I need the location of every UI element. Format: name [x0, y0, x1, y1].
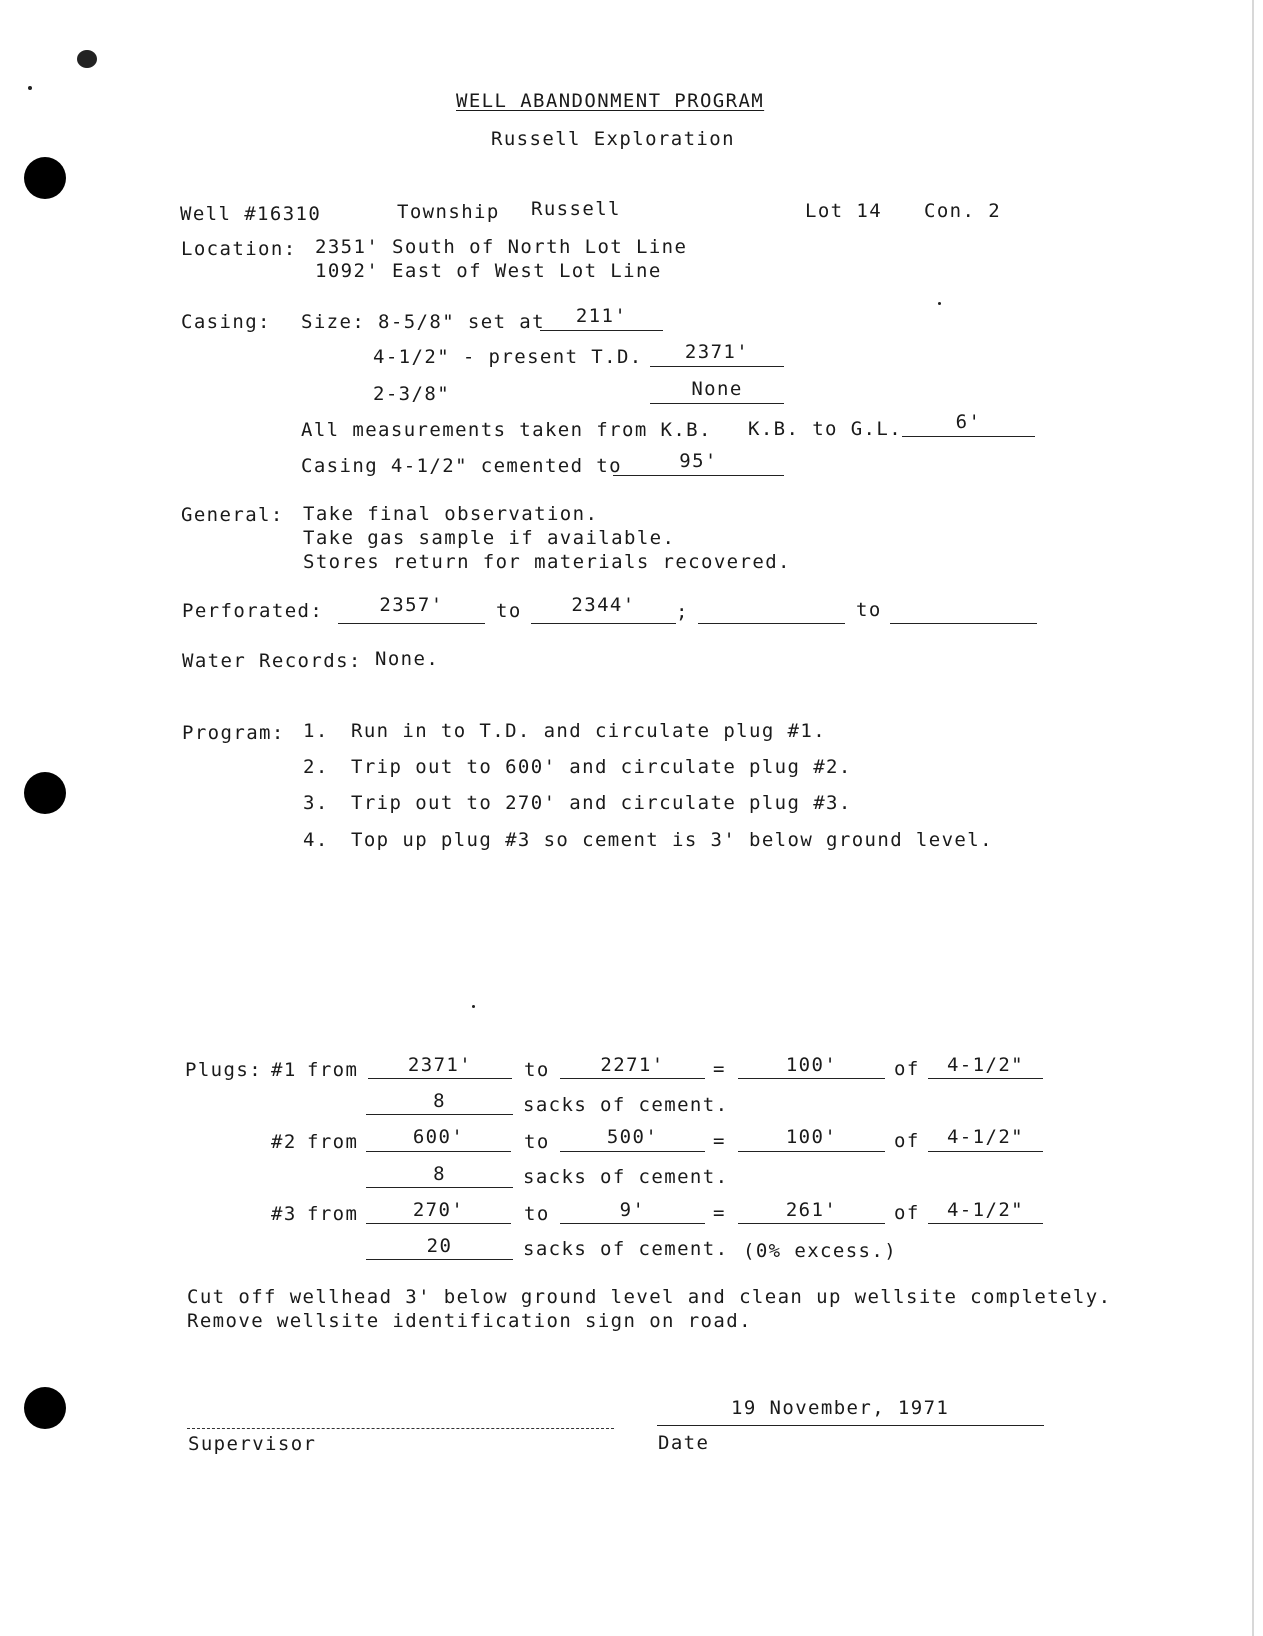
plug-to-label: to	[524, 1131, 550, 1153]
casing-td-value: 2371'	[684, 341, 750, 363]
plug-sacks-label: sacks of cement.	[523, 1238, 729, 1260]
program-step-number: 3.	[303, 792, 329, 814]
plug-casing-blank	[928, 1151, 1043, 1152]
scan-speck	[77, 50, 97, 68]
kb-gl-label: K.B. to G.L.	[748, 418, 903, 440]
supervisor-label: Supervisor	[188, 1433, 317, 1455]
location-label: Location:	[181, 238, 297, 260]
general-line-2: Take gas sample if available.	[303, 527, 676, 549]
plugs-label: Plugs:	[185, 1059, 263, 1081]
perforated-to-label-1: to	[496, 600, 522, 622]
punch-hole-top	[24, 157, 66, 199]
casing-size-text: Size: 8-5/8" set at	[301, 311, 545, 333]
program-step-text: Trip out to 270' and circulate plug #3.	[351, 792, 852, 814]
plug-from-blank	[368, 1078, 512, 1079]
closing-line-2: Remove wellsite identification sign on road.	[187, 1310, 752, 1332]
date-value: 19 November, 1971	[731, 1397, 950, 1419]
plug-to-blank	[560, 1078, 705, 1079]
page-edge	[1252, 0, 1254, 1636]
plug-from-value: 270'	[412, 1199, 465, 1221]
plug-of-label: of	[894, 1202, 920, 1224]
date-line	[657, 1425, 1044, 1426]
plug-casing-value: 4-1/2"	[946, 1054, 1025, 1076]
kb-gl-value: 6'	[955, 411, 982, 433]
perforated-label: Perforated:	[182, 600, 324, 622]
plug-to-label: to	[524, 1203, 550, 1225]
plug-length-value: 100'	[785, 1126, 838, 1148]
punch-hole-middle	[24, 772, 66, 814]
program-step-text: Trip out to 600' and circulate plug #2.	[351, 756, 852, 778]
plug-to-value: 9'	[619, 1199, 646, 1221]
cemented-text: Casing 4-1/2" cemented to	[301, 455, 622, 477]
plug-equals: =	[713, 1202, 726, 1224]
plug-sacks-label: sacks of cement.	[523, 1166, 729, 1188]
plug-from-blank	[366, 1223, 511, 1224]
plug-to-value: 500'	[606, 1126, 659, 1148]
plug-to-blank	[560, 1151, 705, 1152]
program-step-text: Top up plug #3 so cement is 3' below ground level.	[351, 829, 993, 851]
plug-from-label: from	[307, 1203, 359, 1225]
casing-small-text: 2-3/8"	[373, 383, 451, 405]
casing-td-blank	[650, 366, 784, 367]
punch-hole-bottom	[24, 1387, 66, 1429]
plug-length-blank	[738, 1223, 885, 1224]
cemented-blank	[613, 475, 784, 476]
casing-small-value: None	[691, 378, 743, 400]
plug-from-label: from	[307, 1131, 359, 1153]
casing-small-blank	[650, 403, 784, 404]
plug-sacks-blank	[366, 1114, 513, 1115]
program-label: Program:	[182, 722, 285, 744]
scan-speck	[28, 86, 32, 90]
plug-casing-blank	[928, 1223, 1043, 1224]
plug-to-label: to	[524, 1059, 550, 1081]
perforated-to-1: 2344'	[571, 594, 636, 616]
lot-label: Lot 14	[805, 200, 883, 222]
plug-length-value: 100'	[785, 1054, 838, 1076]
plug-sacks-blank	[366, 1259, 513, 1260]
plug-id: #1	[271, 1059, 297, 1081]
plug-of-label: of	[894, 1058, 920, 1080]
plug-equals: =	[713, 1058, 726, 1080]
perforated-from-2-blank	[698, 623, 845, 624]
perforated-from-1-blank	[338, 623, 485, 624]
casing-td-text: 4-1/2" - present T.D.	[373, 346, 643, 368]
township-label: Township	[397, 201, 500, 223]
well-number: Well #16310	[180, 203, 322, 225]
scan-speck	[938, 302, 941, 305]
plug-casing-blank	[928, 1078, 1043, 1079]
con-label: Con. 2	[924, 200, 1002, 222]
program-step-number: 4.	[303, 829, 329, 851]
plug-length-value: 261'	[785, 1199, 838, 1221]
plug-length-blank	[738, 1151, 885, 1152]
plug-from-blank	[366, 1151, 511, 1152]
general-label: General:	[181, 504, 284, 526]
water-records-value: None.	[375, 648, 440, 670]
plug-id: #2	[271, 1131, 297, 1153]
plug-casing-value: 4-1/2"	[946, 1126, 1025, 1148]
measurements-note: All measurements taken from K.B.	[301, 419, 712, 441]
plug-from-value: 600'	[412, 1126, 465, 1148]
closing-line-1: Cut off wellhead 3' below ground level and clean up wellsite completely.	[187, 1286, 1112, 1308]
program-step-text: Run in to T.D. and circulate plug #1.	[351, 720, 827, 742]
plug-sacks-value: 8	[433, 1090, 446, 1112]
casing-size-value: 211'	[575, 305, 628, 327]
supervisor-signature-line	[187, 1428, 614, 1429]
plug-from-label: from	[307, 1059, 359, 1081]
cemented-value: 95'	[679, 450, 718, 472]
casing-size-blank	[540, 330, 663, 331]
plug-sacks-value: 20	[426, 1235, 453, 1257]
general-line-3: Stores return for materials recovered.	[303, 551, 791, 573]
plug-casing-value: 4-1/2"	[946, 1199, 1025, 1221]
plug-sacks-label: sacks of cement.	[523, 1094, 729, 1116]
scan-speck	[472, 1005, 475, 1008]
date-label: Date	[658, 1432, 710, 1454]
plug-to-value: 2271'	[600, 1054, 665, 1076]
location-line-2: 1092' East of West Lot Line	[315, 260, 662, 282]
program-step-number: 2.	[303, 756, 329, 778]
perforated-to-label-2: to	[856, 599, 882, 621]
location-line-1: 2351' South of North Lot Line	[315, 236, 688, 258]
casing-label: Casing:	[181, 311, 271, 333]
perforated-to-2-blank	[890, 623, 1037, 624]
plug-of-label: of	[894, 1130, 920, 1152]
water-records-label: Water Records:	[182, 650, 362, 672]
perforated-to-1-blank	[531, 623, 676, 624]
company-name: Russell Exploration	[491, 128, 735, 150]
plug-sacks-value: 8	[433, 1163, 446, 1185]
kb-gl-blank	[902, 436, 1035, 437]
plug-sacks-blank	[366, 1187, 513, 1188]
excess-note: (0% excess.)	[743, 1240, 898, 1262]
township-value: Russell	[531, 198, 621, 220]
perforated-from-1: 2357'	[379, 594, 444, 616]
plug-length-blank	[738, 1078, 885, 1079]
general-line-1: Take final observation.	[303, 503, 599, 525]
plug-to-blank	[560, 1223, 705, 1224]
plug-id: #3	[271, 1203, 297, 1225]
plug-from-value: 2371'	[407, 1054, 473, 1076]
plug-equals: =	[713, 1130, 726, 1152]
program-step-number: 1.	[303, 720, 329, 742]
perforated-separator: ;	[676, 601, 689, 623]
document-title: WELL ABANDONMENT PROGRAM	[456, 90, 765, 112]
